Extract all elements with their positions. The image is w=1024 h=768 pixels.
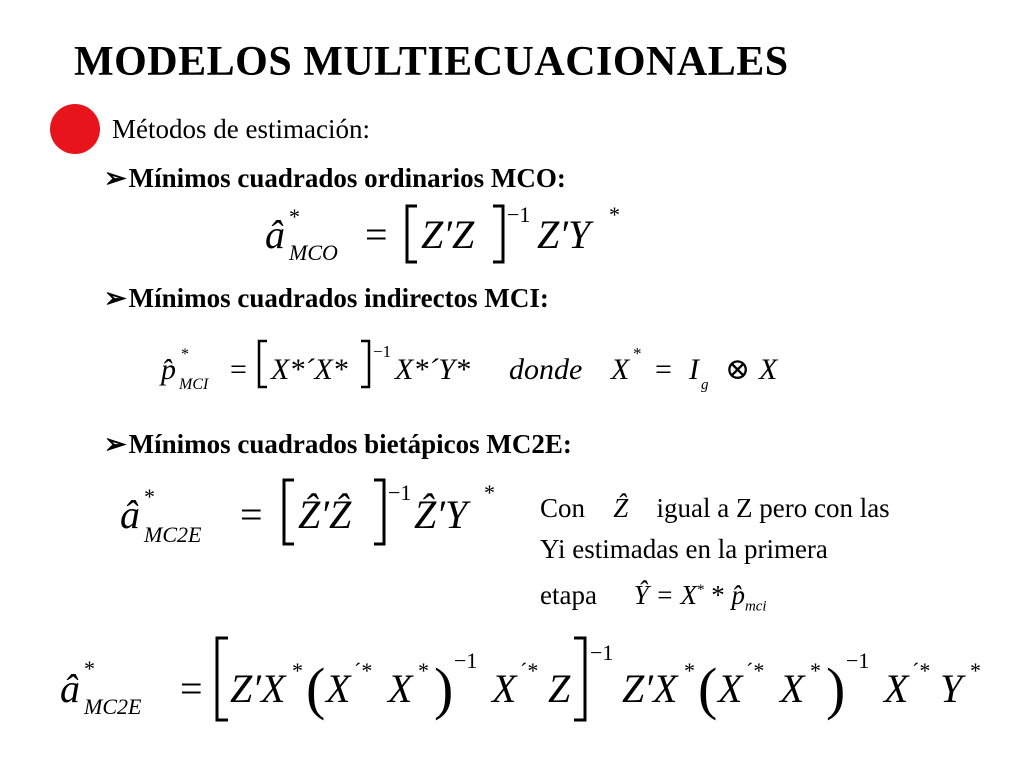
eq-full-z: Z xyxy=(548,666,571,711)
eq-full-star-1: * xyxy=(292,658,303,683)
eq-mci-donde: donde xyxy=(509,353,583,386)
note-line-3 xyxy=(540,570,970,627)
eq-mco-lhs-sub: MCO xyxy=(289,240,338,265)
eq-mc2e-lhs-sub: MC2E xyxy=(144,522,202,547)
note-yhat-p: p̂ xyxy=(731,580,745,610)
eq-mc2e-inner: Ẑ′Ẑ xyxy=(298,492,352,537)
note-yhat-lhs: Ŷ = X xyxy=(633,580,697,610)
mc2e-note xyxy=(540,488,970,627)
eq-mci-right-bracket xyxy=(361,341,369,387)
equation-mci xyxy=(155,335,805,400)
eq-full-star-5: * xyxy=(970,658,981,683)
note-line-1 xyxy=(540,488,970,529)
equation-mc2e xyxy=(112,470,512,555)
eq-mci-def-lhs: X xyxy=(611,353,630,386)
eq-full-power-outer: −1 xyxy=(590,640,614,665)
eq-full-x4: X xyxy=(718,666,743,711)
eq-mci-left-bracket xyxy=(259,341,267,387)
equation-mc2e-full xyxy=(52,630,1002,740)
eq-mc2e-lhs-sup: * xyxy=(144,484,155,509)
note-yhat-equation xyxy=(634,570,767,627)
eq-full-x1: X xyxy=(326,666,351,711)
equation-mco xyxy=(255,198,635,273)
eq-mci-lhs-sub: MCI xyxy=(179,376,209,393)
arrow-bullet-icon: ➢ xyxy=(104,163,127,193)
eq-full-zx: Z′X xyxy=(230,666,286,711)
eq-mc2e-equals: = xyxy=(240,492,263,537)
eq-mci-lhs-sup: * xyxy=(181,346,189,363)
eq-full-x6: X xyxy=(884,666,909,711)
section-mc2e-heading xyxy=(104,429,572,460)
eq-full-lhs-sup: * xyxy=(84,656,95,681)
eq-full-equals: = xyxy=(180,666,203,711)
note-zhat: Ẑ xyxy=(613,493,629,523)
eq-mci-identity: I xyxy=(689,353,699,386)
eq-full-power-last: −1 xyxy=(846,648,870,673)
eq-full-rparen-1: ) xyxy=(434,656,454,721)
eq-mci-lhs: p̂ xyxy=(161,353,176,386)
eq-full-right-bracket xyxy=(574,638,585,720)
eq-mci-rhs: X*´Y* xyxy=(395,353,470,386)
eq-mco-rhs-sup: * xyxy=(609,202,620,227)
eq-mco-inner: Z′Z xyxy=(421,212,475,257)
eq-full-star-2: * xyxy=(418,658,429,683)
eq-mco-equals: = xyxy=(365,212,388,257)
eq-full-tick-4: ´* xyxy=(912,658,931,683)
section-mco-heading xyxy=(104,163,566,194)
note-con: Con xyxy=(540,493,586,523)
eq-mc2e-rhs: Ẑ′Y xyxy=(414,492,468,537)
slide-title: MODELOS MULTIECUACIONALES xyxy=(74,39,789,85)
bullet-estimation-methods: Métodos de estimación: xyxy=(112,114,370,144)
eq-mc2e-lhs: â xyxy=(120,492,140,537)
eq-full-lhs: â xyxy=(60,666,80,711)
eq-mco-rhs: Z′Y xyxy=(537,212,591,257)
eq-mci-def-equals: = xyxy=(655,353,672,386)
eq-mc2e-left-bracket xyxy=(284,480,294,544)
note-yhat-times: * xyxy=(711,580,725,610)
eq-mco-left-bracket xyxy=(407,206,417,262)
red-bullet-icon xyxy=(50,104,100,154)
eq-mci-equals: = xyxy=(230,353,247,386)
note-text1: igual a Z pero con las xyxy=(656,493,890,523)
eq-full-star-3: * xyxy=(684,658,695,683)
note-line-2: Yi estimadas en la primera xyxy=(540,534,828,564)
eq-full-star-4: * xyxy=(810,658,821,683)
note-yhat-sub: mci xyxy=(744,598,767,615)
eq-mci-identity-sub: g xyxy=(701,377,709,393)
eq-mco-right-bracket xyxy=(493,206,503,262)
eq-full-tick-3: ´* xyxy=(746,658,765,683)
eq-full-x5: X xyxy=(780,666,805,711)
eq-mco-lhs: â xyxy=(265,212,285,257)
eq-mci-power: −1 xyxy=(373,342,392,361)
arrow-bullet-icon: ➢ xyxy=(104,283,127,313)
eq-full-lparen-2: ( xyxy=(698,656,718,721)
note-yhat-sup: * xyxy=(696,582,705,598)
eq-mco-lhs-sup: * xyxy=(289,204,300,229)
eq-full-rparen-2: ) xyxy=(826,656,846,721)
eq-mc2e-power: −1 xyxy=(388,480,412,505)
arrow-bullet-icon: ➢ xyxy=(104,429,127,459)
eq-full-lhs-sub: MC2E xyxy=(84,694,142,719)
note-etapa: etapa xyxy=(540,580,597,610)
eq-mc2e-right-bracket xyxy=(374,480,384,544)
eq-mci-inner: X*´X* xyxy=(271,353,348,386)
eq-full-power-inner: −1 xyxy=(454,648,478,673)
section-mci-label: Mínimos cuadrados indirectos MCI: xyxy=(128,283,549,313)
eq-mc2e-rhs-sup: * xyxy=(484,480,495,505)
section-mco-label: Mínimos cuadrados ordinarios MCO: xyxy=(128,163,566,193)
eq-full-tick-2: ´* xyxy=(520,658,539,683)
eq-mci-def-sup: * xyxy=(633,344,642,363)
kronecker-product-icon: ⊗ xyxy=(725,353,751,386)
section-mci-heading xyxy=(104,283,549,314)
eq-full-x3: X xyxy=(492,666,517,711)
eq-full-left-bracket xyxy=(217,638,228,720)
eq-full-x2: X xyxy=(388,666,413,711)
eq-full-tick-1: ´* xyxy=(354,658,373,683)
section-mc2e-label: Mínimos cuadrados bietápicos MC2E: xyxy=(128,429,572,459)
eq-full-lparen-1: ( xyxy=(306,656,326,721)
eq-mci-def-rhs: X xyxy=(759,353,778,386)
eq-full-zx-2: Z′X xyxy=(622,666,678,711)
eq-full-y: Y xyxy=(940,666,963,711)
eq-mco-power: −1 xyxy=(507,202,531,227)
